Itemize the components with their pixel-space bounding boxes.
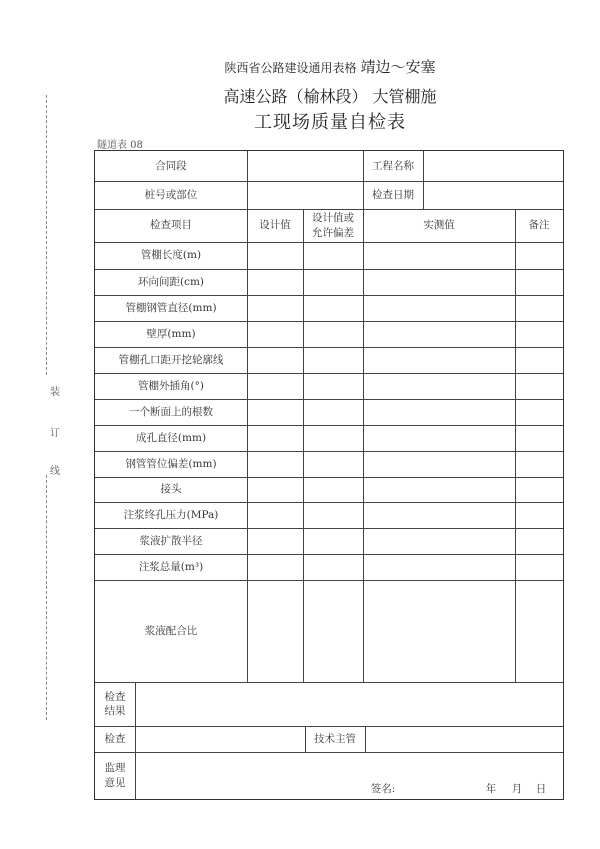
title-line-2: 高速公路（榆林段） 大管棚施 [223, 87, 437, 106]
row-label-hole-diameter: 成孔直径(mm) [135, 431, 207, 444]
supervision-label-line1: 监理 [104, 762, 126, 775]
station-field[interactable] [248, 181, 363, 209]
col-header-measured: 实测值 [423, 219, 455, 232]
row-label-insertion-angle: 管棚外插角(°) [138, 379, 204, 392]
form-header [30, 56, 600, 77]
row-label-grout-pressure: 注浆终孔压力(MPa) [123, 508, 219, 521]
row-label-pipe-count: 一个断面上的根数 [129, 405, 213, 418]
col-header-item: 检查项目 [150, 219, 192, 232]
check-date-field[interactable] [424, 181, 563, 209]
form-code: 隧道表 08 [97, 140, 143, 151]
col-header-allowance: 设计值或允许偏差 [312, 212, 354, 239]
row-label-ring-spacing: 环向间距(cm) [137, 275, 205, 288]
row-label-wall-thickness: 壁厚(mm) [146, 327, 196, 340]
row-label-orifice-distance: 管棚孔口距开挖轮廓线 [118, 353, 224, 366]
check-date-label: 检查日期 [372, 188, 414, 201]
col-header-design: 设计值 [259, 219, 291, 232]
check-result-label-line2: 结果 [104, 705, 126, 717]
row-label-joint: 接头 [160, 483, 182, 496]
row-label-pipe-length: 管棚长度(m) [140, 249, 202, 262]
inspector-label: 检查 [104, 732, 126, 745]
day-label: 日 [535, 782, 547, 795]
binding-char-3: 线 [50, 466, 60, 477]
project-route: 靖边～安塞 [360, 58, 436, 76]
row-label-position-deviation: 钢管管位偏差(mm) [125, 457, 217, 470]
contract-section-label: 合同段 [155, 159, 187, 172]
year-label: 年 [485, 782, 497, 795]
binding-char-1: 装 [50, 387, 60, 398]
inspection-table [94, 150, 564, 800]
project-name-label: 工程名称 [372, 159, 414, 172]
tech-lead-label: 技术主管 [314, 732, 356, 745]
project-name-field[interactable] [424, 151, 563, 181]
signature-label: 签名: [370, 782, 396, 795]
row-label-grout-volume: 注浆总量(m³) [138, 560, 204, 573]
province-form-label: 陕西省公路建设通用表格 [224, 61, 357, 75]
month-label: 月 [511, 782, 523, 795]
binding-margin-line-bottom [46, 475, 47, 720]
station-label: 桩号或部位 [144, 188, 198, 201]
title-line-3: 工现场质量自检表 [254, 112, 406, 133]
binding-margin-line-top [46, 95, 47, 375]
row-label-pipe-diameter: 管棚钢管直径(mm) [125, 301, 217, 314]
binding-char-2: 订 [50, 428, 60, 439]
supervision-label-line2: 意见 [104, 776, 126, 789]
col-header-remark: 备注 [528, 219, 550, 232]
check-result-label [95, 682, 135, 726]
row-label-diffusion-radius: 浆液扩散半径 [139, 534, 203, 547]
contract-section-field[interactable] [248, 151, 363, 181]
row-label-grout-mix-ratio: 浆液配合比 [144, 624, 198, 637]
supervision-opinion-label [95, 752, 135, 799]
check-result-label-line1: 检查 [104, 690, 126, 703]
